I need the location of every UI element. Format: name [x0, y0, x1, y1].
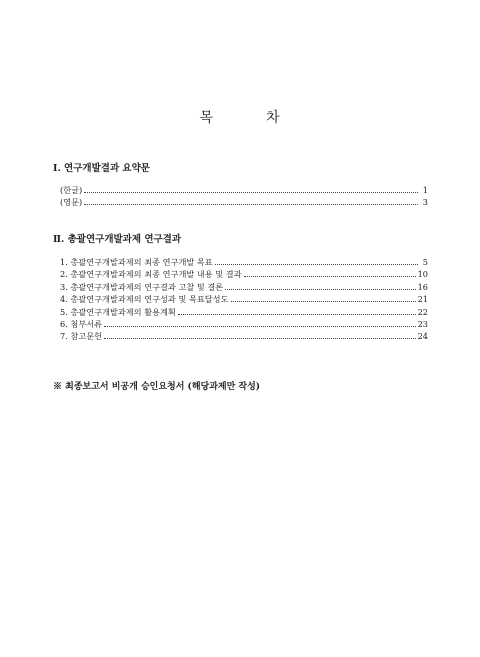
- toc-leader-dots: [84, 184, 418, 193]
- toc-entry[interactable]: [60, 281, 428, 293]
- toc-entry-label: 5. 총괄연구개발과제의 활용계획: [60, 306, 176, 317]
- toc-leader-dots: [225, 281, 415, 290]
- toc-entry[interactable]: [60, 318, 428, 330]
- toc-entry-page: 22: [417, 306, 428, 317]
- toc-entry[interactable]: [60, 293, 428, 305]
- toc-leader-dots: [84, 196, 418, 205]
- toc-entry-label: 2. 총괄연구개발과제의 최종 연구개발 내용 및 결과: [60, 269, 242, 280]
- toc-entry[interactable]: [60, 268, 428, 280]
- toc-entry-page: 21: [417, 294, 428, 305]
- toc-leader-dots: [231, 293, 416, 302]
- toc-leader-dots: [178, 306, 416, 315]
- toc-entry-label: 4. 총괄연구개발과제의 연구성과 및 목표달성도: [60, 294, 229, 305]
- page-title-char-1: 목: [199, 110, 214, 126]
- page-title-char-2: 차: [266, 110, 281, 126]
- toc-entry[interactable]: [60, 196, 428, 208]
- section-2-toc: [60, 256, 428, 343]
- toc-entry-page: 3: [422, 197, 428, 208]
- confidentiality-note: ※ 최종보고서 비공개 승인요청서 (해당과제만 작성): [53, 382, 261, 392]
- section-2-heading: Ⅱ. 총괄연구개발과제 연구결과: [53, 234, 182, 245]
- toc-entry-label: (한글): [60, 185, 83, 195]
- section-1-toc: [60, 184, 428, 209]
- toc-leader-dots: [244, 268, 416, 277]
- toc-entry-label: 1. 총괄연구개발과제의 최종 연구개발 목표: [60, 257, 213, 267]
- toc-entry-page: 23: [417, 318, 428, 329]
- page-title: [0, 107, 480, 127]
- toc-entry-page: 24: [417, 331, 428, 342]
- toc-entry[interactable]: [60, 184, 428, 196]
- toc-entry[interactable]: [60, 256, 428, 268]
- toc-entry-page: 16: [417, 281, 428, 292]
- toc-entry-page: 1: [422, 185, 428, 195]
- toc-entry-label: 6. 첨부서류: [60, 318, 103, 329]
- toc-entry-label: 3. 총괄연구개발과제의 연구결과 고찰 및 결론: [60, 281, 224, 292]
- toc-entry-label: 7. 참고문헌: [60, 331, 103, 342]
- toc-entry-page: 5: [422, 257, 428, 267]
- toc-entry-page: 10: [417, 269, 428, 280]
- toc-entry[interactable]: [60, 306, 428, 318]
- toc-leader-dots: [104, 330, 416, 339]
- toc-leader-dots: [104, 318, 416, 327]
- toc-entry[interactable]: [60, 330, 428, 342]
- toc-leader-dots: [215, 256, 418, 265]
- section-1-heading: Ⅰ. 연구개발결과 요약문: [53, 163, 150, 174]
- toc-entry-label: (영문): [60, 197, 83, 208]
